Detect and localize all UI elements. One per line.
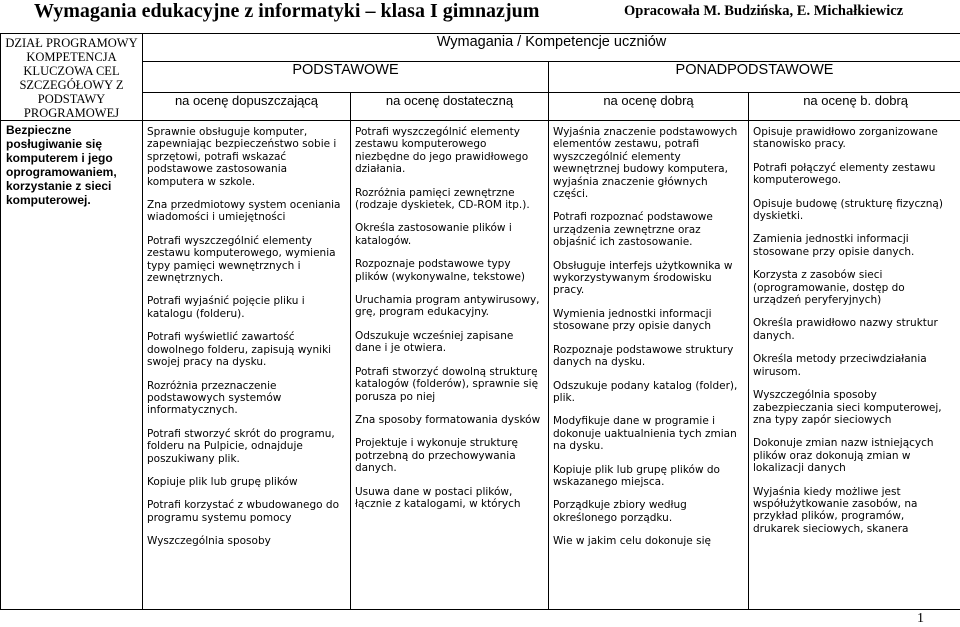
requirement-item: Kopiuje plik lub grupę plików [147, 475, 298, 488]
grade-header-dostateczna: na ocenę dostateczną [351, 92, 549, 120]
column-dostateczna [351, 121, 549, 610]
requirement-item: Opisuje prawidłowo zorganizowane stanowisko pracy. [753, 126, 938, 151]
requirement-item: Potrafi połączyć elementy zestawu komputerowego. [753, 161, 936, 187]
requirement-item: Porządkuje zbiory według określonego porządku. [553, 499, 687, 524]
requirement-item: Obsługuje interfejs użytkownika w wykorzystywanym środowisku pracy. [553, 259, 733, 297]
requirement-item: Sprawnie obsługuje komputer, zapewniając bezpieczeństwo sobie i sprzętowi, potrafi wskazać podstawowe zastosowania komputera w szkole. [147, 126, 337, 188]
requirement-item: Potrafi stworzyć dowolną strukturę katalogów (folderów), sprawnie się porusza po niej [355, 365, 539, 403]
dzial-content: Bezpieczne posługiwanie się komputerem i jego oprogramowaniem, korzystanie z sieci komputerowej. [1, 121, 143, 610]
requirement-item: Uruchamia program antywirusowy, grę, program edukacyjny. [355, 294, 540, 319]
requirement-item: Projektuje i wykonuje strukturę potrzebną do przechowywania danych. [355, 437, 519, 475]
requirement-item: Odszukuje wcześniej zapisane dane i je otwiera. [355, 329, 514, 355]
requirement-item: Opisuje budowę (strukturę fizyczną) dyskietki. [753, 197, 943, 223]
requirement-item: Potrafi wyszczególnić elementy zestawu komputerowego niezbędne do jego prawidłowego działania. [355, 126, 529, 176]
column-dobra [549, 121, 749, 610]
page-number: 1 [917, 611, 924, 626]
requirement-item: Rozróżnia przeznaczenie podstawowych systemów informatycznych. [147, 379, 282, 417]
advanced-header: PONADPODSTAWOWE [549, 62, 960, 93]
requirement-item: Potrafi stworzyć skrót do programu, folderu na Pulpicie, odnajduje poszukiwany plik. [147, 427, 335, 465]
requirement-item: Rozpoznaje podstawowe struktury danych na dysku. [553, 343, 734, 369]
requirement-item: Modyfikuje dane w programie i dokonuje uaktualnienia tych zmian na dysku. [553, 415, 737, 453]
requirement-item: Zna sposoby formatowania dysków [355, 413, 541, 426]
requirements-header: Wymagania / Kompetencje uczniów [143, 34, 960, 62]
requirement-item: Wyjaśnia znaczenie podstawowych elementów zestawu, potrafi wyszczególnić elementy wewnętrznej budowy komputera, wyjaśnia znaczenie głównych części. [553, 126, 738, 201]
requirement-item: Wyjaśnia kiedy możliwe jest współużytkowanie zasobów, na przykład plików, programów, drukarek sieciowych, skanera [753, 485, 918, 535]
requirement-item: Określa metody przeciwdziałania wirusom. [753, 353, 927, 378]
requirement-item: Zna przedmiotowy system oceniania wiadomości i umiejętności [147, 199, 341, 224]
column-bardzo-dobra [749, 121, 960, 610]
requirement-item: Potrafi korzystać z wbudowanego do programu systemu pomocy [147, 499, 340, 524]
requirement-item: Korzysta z zasobów sieci (oprogramowanie, dostęp do urządzeń peryferyjnych) [753, 269, 905, 307]
grade-header-dopuszczajaca: na ocenę dopuszczającą [143, 92, 351, 120]
requirement-item: Dokonuje zmian nazw istniejących plików oraz dokonują zmian w lokalizacji danych [753, 437, 934, 475]
requirement-item: Zamienia jednostki informacji stosowane przy opisie danych. [753, 233, 915, 258]
basic-header: PODSTAWOWE [143, 62, 549, 93]
grade-header-bardzo-dobra: na ocenę b. dobrą [749, 92, 960, 120]
requirement-item: Rozróżnia pamięci zewnętrzne (rodzaje dyskietek, CD-ROM itp.). [355, 186, 530, 212]
requirements-table [0, 33, 960, 610]
requirement-item: Potrafi wyszczególnić elementy zestawu komputerowego, wymienia typy pamięci wewnętrznych i zewnętrznych. [147, 234, 336, 285]
requirement-item: Kopiuje plik lub grupę plików do wskazanego miejsca. [553, 463, 720, 488]
requirement-item: Wyszczególnia sposoby [147, 535, 271, 548]
requirement-item: Rozpoznaje podstawowe typy plików (wykonywalne, tekstowe) [355, 258, 525, 283]
requirement-item: Określa zastosowanie plików i katalogów. [355, 222, 512, 247]
requirement-item: Wyszczególnia sposoby zabezpieczania sieci komputerowej, zna typy zapór sieciowych [753, 389, 942, 426]
grade-header-dobra: na ocenę dobrą [549, 92, 749, 120]
requirement-item: Odszukuje podany katalog (folder), plik. [553, 379, 738, 404]
column-dopuszczajaca [143, 121, 351, 610]
requirement-item: Potrafi wyświetlić zawartość dowolnego folderu, zapisują wyniki swojej pracy na dysku. [147, 331, 332, 369]
document-title: Wymagania edukacyjne z informatyki – klasa I gimnazjum [34, 0, 540, 22]
dzial-header-cell: DZIAŁ PROGRAMOWY KOMPETENCJA KLUCZOWA CEL SZCZEGÓŁOWY Z PODSTAWY PROGRAMOWEJ [1, 34, 143, 121]
requirement-item: Potrafi wyjaśnić pojęcie pliku i katalogu (folderu). [147, 295, 305, 320]
requirement-item: Usuwa dane w postaci plików, łącznie z katalogami, w których [355, 485, 521, 510]
requirement-item: Określa prawidłowo nazwy struktur danych. [753, 317, 938, 342]
requirement-item: Wie w jakim celu dokonuje się [553, 535, 711, 548]
requirement-item: Potrafi rozpoznać podstawowe urządzenia zewnętrzne oraz objaśnić ich zastosowanie. [553, 211, 713, 249]
requirement-item: Wymienia jednostki informacji stosowane przy opisie danych [553, 307, 712, 333]
document-author: Opracowała M. Budzińska, E. Michałkiewicz [624, 3, 904, 19]
